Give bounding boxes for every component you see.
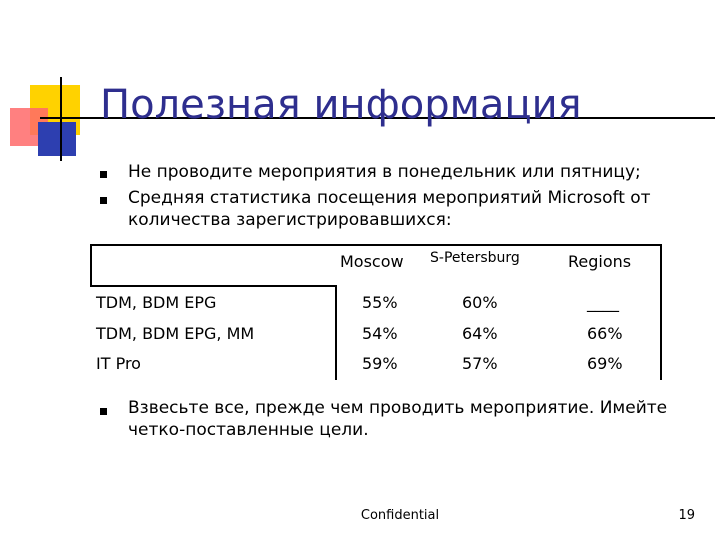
table-cell: ____ (587, 293, 619, 312)
table-top-border (90, 244, 662, 246)
footer-confidential: Confidential (360, 508, 440, 523)
bullet-text-3: Взвесьте все, прежде чем проводить мероприятие. Имейте (128, 398, 668, 418)
table-cell: 66% (587, 324, 623, 343)
table-cell: 69% (587, 354, 623, 373)
bullet-text-2: Средняя статистика посещения мероприятий Microsoft от (128, 188, 651, 208)
table-cell: 57% (462, 354, 498, 373)
column-header-spb: S-Petersburg (430, 250, 520, 266)
column-header-moscow: Moscow (340, 252, 404, 271)
table-left-border-top (90, 244, 92, 286)
table-right-border (660, 244, 662, 380)
table-cell: 54% (362, 324, 398, 343)
bullet-text-3-continued: четко-поставленные цели. (128, 420, 369, 440)
bullet-marker-1 (100, 171, 107, 178)
bullet-text-2-continued: количества зарегистрировавшихся: (128, 210, 452, 230)
row-label: TDM, BDM EPG (96, 293, 217, 312)
table-cell: 60% (462, 293, 498, 312)
table-cell: 64% (462, 324, 498, 343)
statistics-table (90, 244, 662, 380)
table-inner-divider (335, 285, 337, 380)
title-decoration-vertical-line (60, 77, 62, 161)
table-header-bottom-left (90, 285, 335, 287)
slide-title: Полезная информация (100, 82, 582, 128)
bullet-marker-2 (100, 197, 107, 204)
column-header-regions: Regions (568, 252, 632, 271)
row-label: TDM, BDM EPG, MM (96, 324, 255, 343)
bullet-marker-3 (100, 408, 107, 415)
bullet-text-1: Не проводите мероприятия в понедельник или пятницу; (128, 162, 641, 182)
table-cell: 59% (362, 354, 398, 373)
row-label: IT Pro (96, 354, 141, 373)
title-decoration-blue-square (38, 122, 76, 156)
table-cell: 55% (362, 293, 398, 312)
page-number: 19 (678, 508, 695, 523)
